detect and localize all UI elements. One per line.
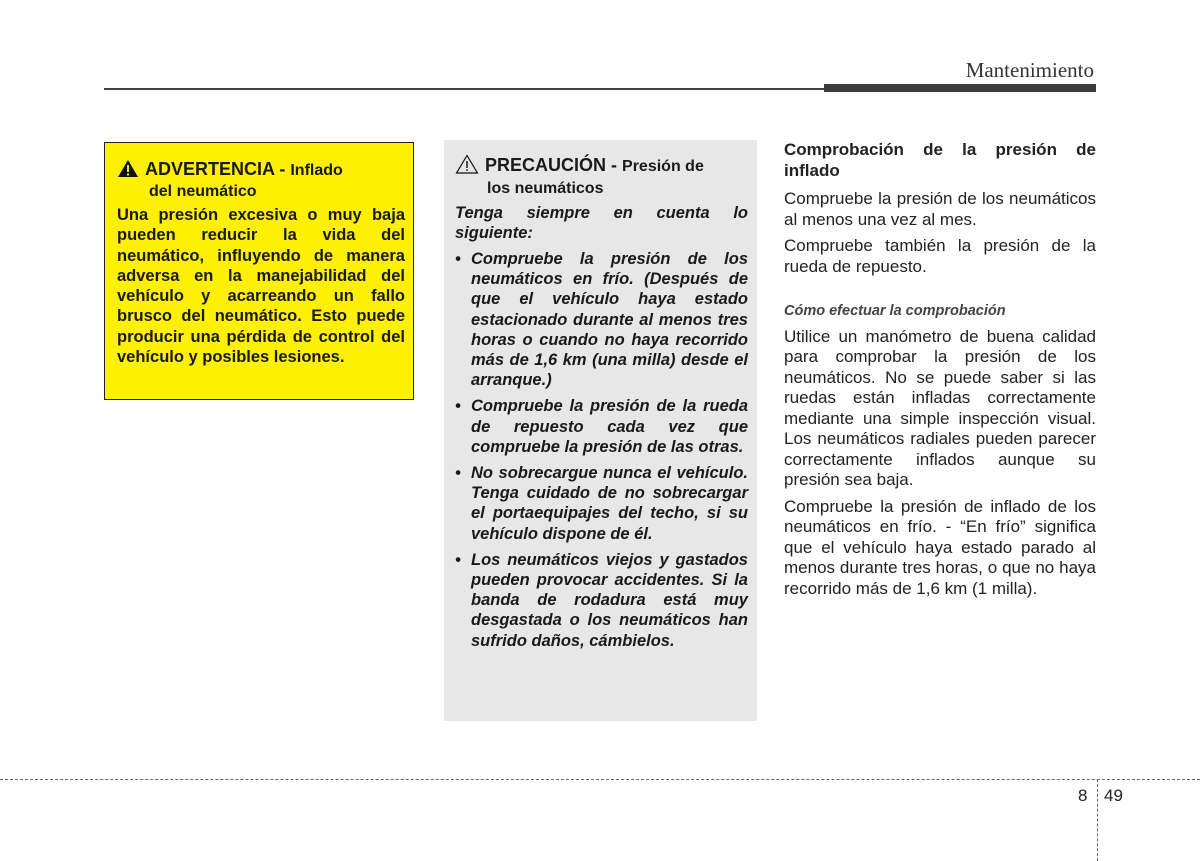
caution-item-text: Compruebe la presión de los neumáticos en frío. (Después de que el vehículo haya estado estacionado durante al menos tres horas o cuando no haya recorrido más de 1,6 km (una milla) desde el arranque.): [471, 250, 748, 390]
footer-vertical-divider: [1097, 779, 1098, 861]
caution-item-text: No sobrecargue nunca el vehículo. Tenga cuidado de no sobrecargar el portaequipajes del techo, si su vehículo dispone de él.: [471, 464, 748, 543]
paragraph: Compruebe la presión de inflado de los neumáticos en frío. - “En frío” significa que el vehículo haya estado parado al menos durante tres horas, o que no haya recorrido más de 1,6 km (1 milla).: [784, 496, 1096, 598]
page-number: 49: [1104, 786, 1123, 805]
section-heading: Comprobación de la presión de inflado: [784, 140, 1096, 180]
footer-divider: [0, 779, 1200, 780]
caution-triangle-outline-icon: [455, 154, 479, 179]
chapter-number: 8: [1078, 786, 1088, 805]
warning-triangle-filled-icon: [117, 159, 139, 183]
caution-title: PRECAUCIÓN -: [485, 155, 618, 175]
caution-list: [455, 249, 748, 651]
caution-heading: [455, 154, 748, 179]
caution-list-item: [455, 396, 748, 457]
caution-box: [444, 140, 757, 721]
warning-title-sub: Inflado: [290, 162, 343, 179]
warning-body: Una presión excesiva o muy baja pueden reducir la vida del neumático, influyendo de manera adversa en la manejabilidad del vehículo y acarreando un fallo brusco del neumático. Esto puede producir una pérdida de control del vehículo y posibles lesiones.: [117, 206, 405, 367]
caution-list-item: [455, 249, 748, 390]
warning-box: [104, 142, 414, 400]
paragraph: Compruebe también la presión de la rueda de repuesto.: [784, 236, 1096, 276]
bullet-dot: •: [455, 550, 461, 569]
section-title: Mantenimiento: [965, 58, 1094, 82]
bullet-dot: •: [455, 464, 461, 483]
bullet-dot: •: [455, 397, 461, 416]
caution-intro: Tenga siempre en cuenta lo siguiente:: [455, 204, 748, 242]
caution-item-text: Compruebe la presión de la rueda de repuesto cada vez que compruebe la presión de las otras.: [471, 397, 748, 456]
subheading: Cómo efectuar la comprobación: [784, 303, 1006, 319]
right-column: [784, 140, 1096, 599]
header-rule-accent: [824, 84, 1096, 92]
warning-title: ADVERTENCIA -: [145, 159, 286, 179]
paragraph: Compruebe la presión de los neumáticos al menos una vez al mes.: [784, 189, 1096, 229]
caution-subtitle: los neumáticos: [487, 180, 604, 197]
caution-item-text: Los neumáticos viejos y gastados pueden provocar accidentes. Si la banda de rodadura está muy desgastada o los neumáticos han sufrido daños, cámbielos.: [471, 550, 748, 650]
paragraph: Utilice un manómetro de buena calidad para comprobar la presión de los neumáticos. No se puede saber si las ruedas están infladas correctamente mediante una simple inspección visual. Los neumáticos radiales pueden parecer correctamente inflados aunque su presión sea baja.: [784, 326, 1096, 489]
bullet-dot: •: [455, 250, 461, 268]
warning-subtitle: del neumático: [149, 183, 257, 200]
warning-heading: [117, 159, 405, 183]
caution-title-sub: Presión de: [622, 158, 704, 175]
caution-list-item: [455, 550, 748, 651]
caution-list-item: [455, 463, 748, 544]
